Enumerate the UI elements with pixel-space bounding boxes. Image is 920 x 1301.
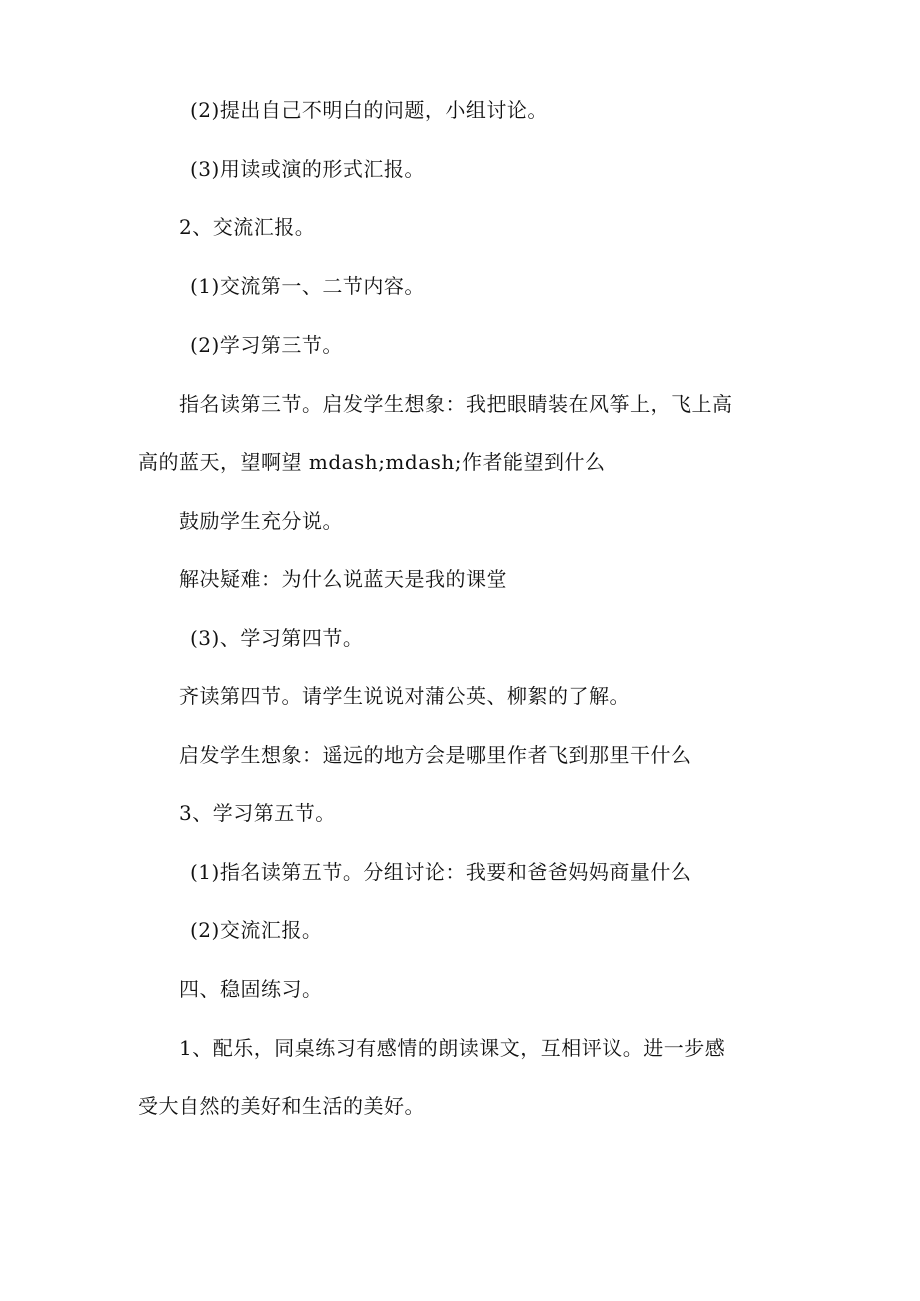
- text-line: (3)、学习第四节。: [190, 626, 364, 650]
- text-line: 高的蓝天，望啊望 mdash;mdash;作者能望到什么: [138, 450, 606, 474]
- text-line: 2、交流汇报。: [179, 215, 316, 239]
- text-line: (1)指名读第五节。分组讨论：我要和爸爸妈妈商量什么: [190, 860, 692, 884]
- text-line: 鼓励学生充分说。: [179, 509, 343, 533]
- text-line: (2)提出自己不明白的问题，小组讨论。: [190, 98, 548, 122]
- text-line: 解决疑难：为什么说蓝天是我的课堂: [179, 567, 507, 591]
- text-line: (2)交流汇报。: [190, 918, 323, 942]
- text-line: (2)学习第三节。: [190, 333, 343, 357]
- text-line: (3)用读或演的形式汇报。: [190, 157, 425, 181]
- text-line: 四、稳固练习。: [179, 977, 323, 1001]
- text-line: 1、配乐，同桌练习有感情的朗读课文，互相评议。进一步感: [179, 1036, 726, 1060]
- text-line: (1)交流第一、二节内容。: [190, 274, 425, 298]
- text-line: 3、学习第五节。: [179, 801, 336, 825]
- text-line: 受大自然的美好和生活的美好。: [138, 1094, 425, 1118]
- text-line: 指名读第三节。启发学生想象：我把眼睛装在风筝上，飞上高: [179, 392, 733, 416]
- text-line: 齐读第四节。请学生说说对蒲公英、柳絮的了解。: [179, 684, 630, 708]
- text-line: 启发学生想象：遥远的地方会是哪里作者飞到那里干什么: [179, 743, 692, 767]
